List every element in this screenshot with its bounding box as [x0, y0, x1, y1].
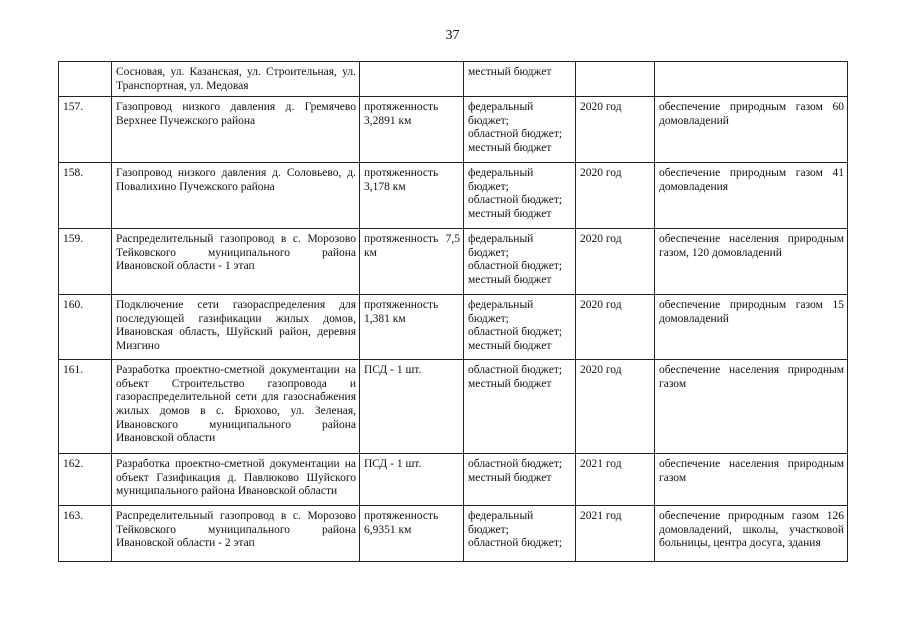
funding-sources [464, 97, 576, 163]
table-row [59, 454, 848, 506]
funding-source: местный бюджет [468, 273, 552, 286]
table-row [59, 97, 848, 163]
row-number: 163. [59, 506, 112, 562]
object-capacity [360, 62, 464, 97]
funding-sources [464, 229, 576, 295]
object-name: Разработка проектно-сметной документации на объект Строительство газопровода и газораспределительной сети для газоснабжения жилых домов в с. Брюхово, ул. Зеленая, Ивановского муниципального района Ивановской области [112, 360, 360, 454]
table-row [59, 360, 848, 454]
table-row [59, 229, 848, 295]
funding-source: федеральный бюджет; [468, 101, 534, 127]
expected-result: обеспечение природным газом 15 домовладений [655, 295, 848, 360]
funding-source: местный бюджет [468, 471, 552, 484]
commissioning-year: 2020 год [576, 360, 655, 454]
commissioning-year: 2021 год [576, 506, 655, 562]
commissioning-year: 2021 год [576, 454, 655, 506]
funding-sources [464, 295, 576, 360]
investment-table [58, 61, 848, 562]
funding-source: областной бюджет; [468, 537, 563, 550]
funding-source: областной бюджет; [468, 128, 563, 141]
table-row [59, 506, 848, 562]
funding-sources [464, 360, 576, 454]
table-row [59, 62, 848, 97]
object-capacity: ПСД - 1 шт. [360, 360, 464, 454]
funding-sources [464, 163, 576, 229]
row-number: 157. [59, 97, 112, 163]
commissioning-year: 2020 год [576, 97, 655, 163]
expected-result: обеспечение населения природным газом [655, 360, 848, 454]
funding-source: местный бюджет [468, 66, 552, 78]
commissioning-year: 2020 год [576, 229, 655, 295]
funding-source: федеральный бюджет; [468, 167, 534, 193]
funding-source: областной бюджет; [468, 194, 563, 207]
funding-sources [464, 454, 576, 506]
page-number: 37 [445, 28, 460, 43]
object-name: Подключение сети газораспределения для последующей газификации жилых домов, Ивановская область, Шуйский район, деревня Мизгино [112, 295, 360, 360]
funding-sources [464, 62, 576, 97]
commissioning-year [576, 62, 655, 97]
expected-result: обеспечение природным газом 126 домовладений, школы, участковой больницы, центра досуга, здания [655, 506, 848, 562]
row-number: 160. [59, 295, 112, 360]
row-number: 162. [59, 454, 112, 506]
funding-source: областной бюджет; [468, 458, 563, 471]
funding-source: областной бюджет; [468, 364, 563, 377]
funding-source: областной бюджет; [468, 326, 563, 339]
funding-source: местный бюджет [468, 141, 552, 154]
expected-result: обеспечение природным газом 60 домовладений [655, 97, 848, 163]
commissioning-year: 2020 год [576, 295, 655, 360]
expected-result: обеспечение населения природным газом, 120 домовладений [655, 229, 848, 295]
commissioning-year: 2020 год [576, 163, 655, 229]
object-name: Распределительный газопровод в с. Морозово Тейковского муниципального района Ивановской области - 2 этап [112, 506, 360, 562]
expected-result [655, 62, 848, 97]
object-name: Распределительный газопровод в с. Морозово Тейковского муниципального района Ивановской области - 1 этап [112, 229, 360, 295]
funding-sources [464, 506, 576, 562]
object-capacity: протяженность 1,381 км [360, 295, 464, 360]
funding-source: федеральный бюджет; [468, 299, 534, 325]
object-name: Газопровод низкого давления д. Гремячево Верхнее Пучежского района [112, 97, 360, 163]
object-capacity: ПСД - 1 шт. [360, 454, 464, 506]
expected-result: обеспечение природным газом 41 домовладения [655, 163, 848, 229]
funding-source: федеральный бюджет; [468, 233, 534, 259]
funding-source: местный бюджет [468, 377, 552, 390]
expected-result: обеспечение населения природным газом [655, 454, 848, 506]
row-number [59, 62, 112, 97]
row-number: 158. [59, 163, 112, 229]
funding-source: областной бюджет; [468, 260, 563, 273]
funding-source: федеральный бюджет; [468, 510, 534, 536]
object-capacity: протяженность 3,178 км [360, 163, 464, 229]
object-name: Сосновая, ул. Казанская, ул. Строительная, ул. Транспортная, ул. Медовая [112, 62, 360, 97]
table-row [59, 163, 848, 229]
funding-source: местный бюджет [468, 207, 552, 220]
object-name: Разработка проектно-сметной документации на объект Газификация д. Павлюково Шуйского муниципального района Ивановской области [112, 454, 360, 506]
row-number: 159. [59, 229, 112, 295]
object-name: Газопровод низкого давления д. Соловьево, д. Повалихино Пучежского района [112, 163, 360, 229]
object-capacity: протяженность 6,9351 км [360, 506, 464, 562]
object-capacity: протяженность 7,5 км [360, 229, 464, 295]
object-capacity: протяженность 3,2891 км [360, 97, 464, 163]
funding-source: местный бюджет [468, 339, 552, 352]
table-row [59, 295, 848, 360]
row-number: 161. [59, 360, 112, 454]
